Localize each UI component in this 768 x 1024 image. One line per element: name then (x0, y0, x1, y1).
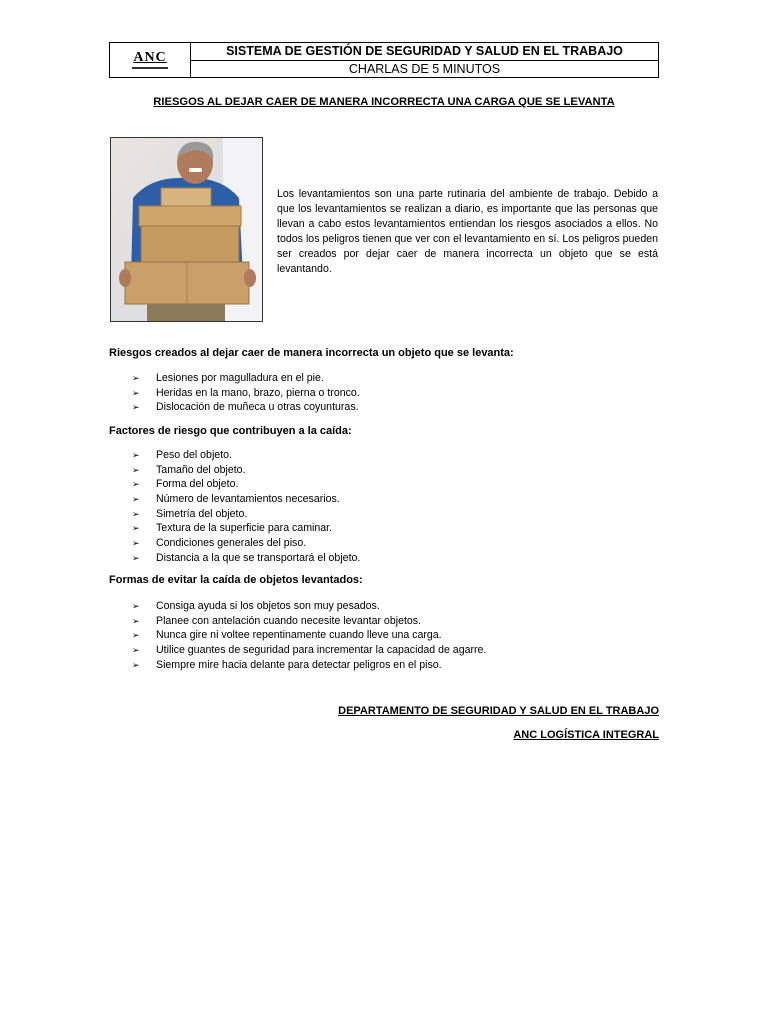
list-item: ➢ Siempre mire hacia delante para detectar peligros en el piso. (132, 658, 442, 671)
list-item: ➢ Dislocación de muñeca u otras coyunturas. (132, 401, 359, 414)
system-title: SISTEMA DE GESTIÓN DE SEGURIDAD Y SALUD EN EL TRABAJO (191, 43, 658, 61)
risks-list (132, 371, 360, 415)
arrow-bullet-icon: ➢ (132, 615, 140, 626)
company-signature: ANC LOGÍSTICA INTEGRAL (513, 729, 659, 741)
man-carrying-boxes-photo (110, 137, 263, 322)
factors-list (132, 448, 360, 566)
list-item: ➢ Distancia a la que se transportará el objeto. (132, 551, 361, 564)
arrow-bullet-icon: ➢ (132, 450, 140, 460)
talk-title: CHARLAS DE 5 MINUTOS (348, 61, 501, 76)
department-signature: DEPARTAMENTO DE SEGURIDAD Y SALUD EN EL TRABAJO (338, 705, 659, 717)
header-table (109, 42, 659, 78)
arrow-bullet-icon: ➢ (132, 494, 140, 505)
list-item: ➢ Utilice guantes de seguridad para incrementar la capacidad de agarre. (132, 644, 487, 657)
arrow-bullet-icon: ➢ (132, 508, 140, 519)
logo-underline (132, 67, 168, 69)
list-item: ➢ Heridas en la mano, brazo, pierna o tronco. (132, 386, 360, 399)
arrow-bullet-icon: ➢ (132, 601, 140, 611)
section-title-risks: Riesgos creados al dejar caer de manera incorrecta un objeto que se levanta: (109, 347, 514, 359)
arrow-bullet-icon: ➢ (132, 387, 140, 398)
section-title-prevention: Formas de evitar la caída de objetos levantados: (109, 574, 363, 586)
list-item: ➢ Forma del objeto. (132, 478, 239, 491)
list-item: ➢ Condiciones generales del piso. (132, 537, 307, 550)
arrow-bullet-icon: ➢ (132, 659, 140, 670)
arrow-bullet-icon: ➢ (132, 479, 140, 490)
list-item: ➢ Número de levantamientos necesarios. (132, 493, 340, 506)
arrow-bullet-icon: ➢ (132, 645, 140, 656)
arrow-bullet-icon: ➢ (132, 552, 140, 563)
arrow-bullet-icon: ➢ (132, 538, 140, 549)
list-item: ➢ Consiga ayuda si los objetos son muy pesados. (132, 600, 380, 612)
list-item: ➢ Tamaño del objeto. (132, 463, 246, 476)
arrow-bullet-icon: ➢ (132, 464, 140, 475)
intro-paragraph: Los levantamientos son una parte rutinaria del ambiente de trabajo. Debido a que los levantamientos se realizan a diario, es importante que las personas que llevan a cabo estos levantamientos entiendan los riesgos asociados a ellos. No todos los peligros tienen que ver con el levantamiento en sí. Los peligros pueden ser creados por dejar caer de manera incorrecta un objeto que se está levantando. (277, 188, 658, 275)
list-item: ➢ Planee con antelación cuando necesite levantar objetos. (132, 614, 422, 627)
list-item: ➢ Simetría del objeto. (132, 507, 248, 520)
logo-text: ANC (133, 50, 167, 65)
arrow-bullet-icon: ➢ (132, 523, 140, 534)
list-item: ➢ Lesiones por magulladura en el pie. (132, 372, 324, 384)
arrow-bullet-icon: ➢ (132, 630, 140, 641)
arrow-bullet-icon: ➢ (132, 373, 140, 383)
prevention-list (132, 599, 486, 672)
list-item: ➢ Peso del objeto. (132, 449, 232, 461)
list-item: ➢ Nunca gire ni voltee repentinamente cuando lleve una carga. (132, 629, 442, 642)
section-title-factors: Factores de riesgo que contribuyen a la caída: (109, 425, 352, 437)
company-logo (110, 43, 191, 77)
document-title: RIESGOS AL DEJAR CAER DE MANERA INCORRECTA UNA CARGA QUE SE LEVANTA (153, 96, 615, 108)
list-item: ➢ Textura de la superficie para caminar. (132, 522, 333, 535)
arrow-bullet-icon: ➢ (132, 402, 140, 413)
